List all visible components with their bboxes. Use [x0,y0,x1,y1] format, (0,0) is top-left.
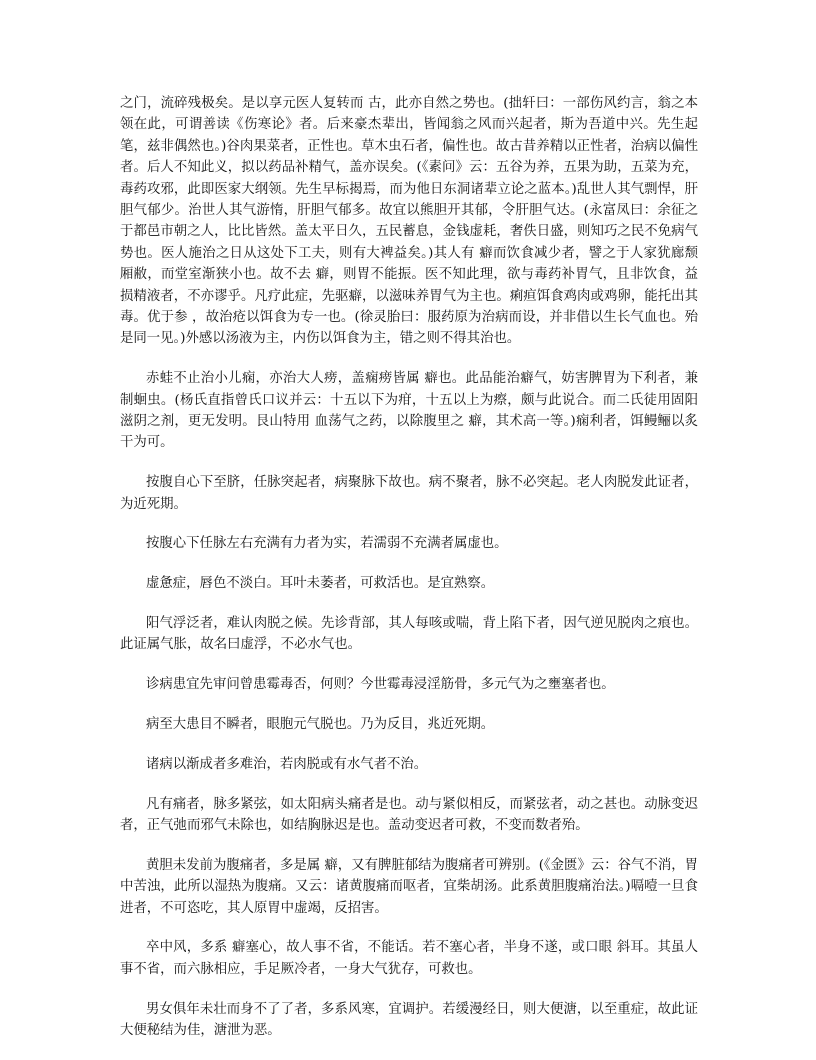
paragraph-12: 卒中风，多系 癖塞心，故人事不省，不能话。若不塞心者，半身不遂，或口眼 斜耳。其虽人事不省，而六脉相应，手足厥冷者，一身大气犹存，可救也。 [120,940,698,977]
paragraph-7: 诊病患宜先审问曾患霉毒否，何则？今世霉毒浸淫筋骨，多元气为之壅塞者也。 [146,677,615,693]
paragraph-1: 之门，流碎残极矣。是以享元医人复转而 古，此亦自然之势也。(拙轩曰：一部伤风约言，翁之本领在此，可谓善读《伤寒论》者。后来豪杰辈出，皆闻翁之风而兴起者，斯为吾道中兴。先生起笔，兹非偶然也。)谷肉果菜者，正性也。草木虫石者，偏性也。故古昔养精以正性者，治病以偏性者。后人不知此义，拟以药品补精气，盖亦误矣。(《素问》云：五谷为养，五果为助，五菜为充，毒药攻邪，此即医家大纲领。先生早标揭焉，而为他日东洞诸辈立论之蓝本。)乱世人其气剽悍，肝胆气郁少。治世人其气游惰，肝胆气郁多。故宜以熊胆开其郁，令肝胆气达。(永富凤曰：余征之于都邑市朝之人，比比皆然。盖太平日久，五民蓄息，金钱虚耗，奢佚日盛，则知巧之民不免病气势也。医人施治之日从这处下工夫，则有大裨益矣。)其人有 癖而饮食减少者，譬之于人家犹廊颓厢敝，而堂室渐狭小也。故不去 癖，则胃不能振。医不知此理，欲与毒药补胃气，且非饮食，益损精液者，不亦谬乎。凡疗此症，先驱癖，以滋味养胃气为主也。痢疸饵食鸡肉或鸡卵，能托出其毒。优于参 ，故治疮以饵食为专一也。(徐灵胎曰：服药原为治病而设，并非借以生长气血也。殆是同一见。)外感以汤液为主，内伤以饵食为主，错之则不得其治也。 [120,96,698,347]
paragraph-10: 凡有痛者，脉多紧弦，如太阳病头痛者是也。动与紧似相反，而紧弦者，动之甚也。动脉变迟者，正气弛而邪气未除也，如结胸脉迟是也。盖动变迟者可救，不变而数者殆。 [120,796,698,834]
paragraph-6: 阳气浮泛者，难认肉脱之候。先诊背部，其人每咳或喘，背上陷下者，因气逆见脱肉之痕也。此证属气胀，故名曰虚浮，不必水气也。 [120,616,698,653]
paragraph-3: 按腹自心下至脐，任脉突起者，病聚脉下故也。病不聚者，脉不必突起。老人肉脱发此证者，为近死期。 [120,475,698,512]
document-page [120,93,698,1060]
paragraph-2: 赤蛙不止治小儿痫，亦治大人痨，盖痫痨皆属 癖也。此品能治癖气，妨害脾胃为下利者，兼制蛔虫。(杨氏直指曾氏口议并云：十五以下为疳，十五以上为瘵，颇与此说合。而二氏徒用固阳滋阴之剂，更无发明。艮山特用 血荡气之药，以除腹里之 癖，其术高一等。)痫利者，饵鳗鲡以炙干为可。 [120,371,698,451]
paragraph-11: 黄胆未发前为腹痛者，多是属 癖，又有脾脏郁结为腹痛者可辨别。(《金匮》云：谷气不消，胃中苦浊，此所以湿热为腹痛。又云：诸黄腹痛而呕者，宜柴胡汤。此系黄胆腹痛治法。)嗝噎一旦食进者，不可恣吃，其人原胃中虚竭，反招害。 [120,857,698,916]
paragraph-8: 病至大患目不瞬者，眼胞元气脱也。乃为反目，兆近死期。 [146,717,495,733]
paragraph-4: 按腹心下任脉左右充满有力者为实，若濡弱不充满者属虚也。 [146,536,508,552]
paragraph-9: 诸病以渐成者多难治，若肉脱或有水气者不治。 [146,756,428,772]
paragraph-13: 男女俱年未壮而身不了了者，多系风寒，宜调护。若缓漫经日，则大便溏，以至重症，故此证大便秘结为佳，溏泄为恶。 [120,1001,698,1039]
paragraph-5: 虚惫症，唇色不淡白。耳叶未萎者，可救活也。是宜熟察。 [146,576,495,592]
